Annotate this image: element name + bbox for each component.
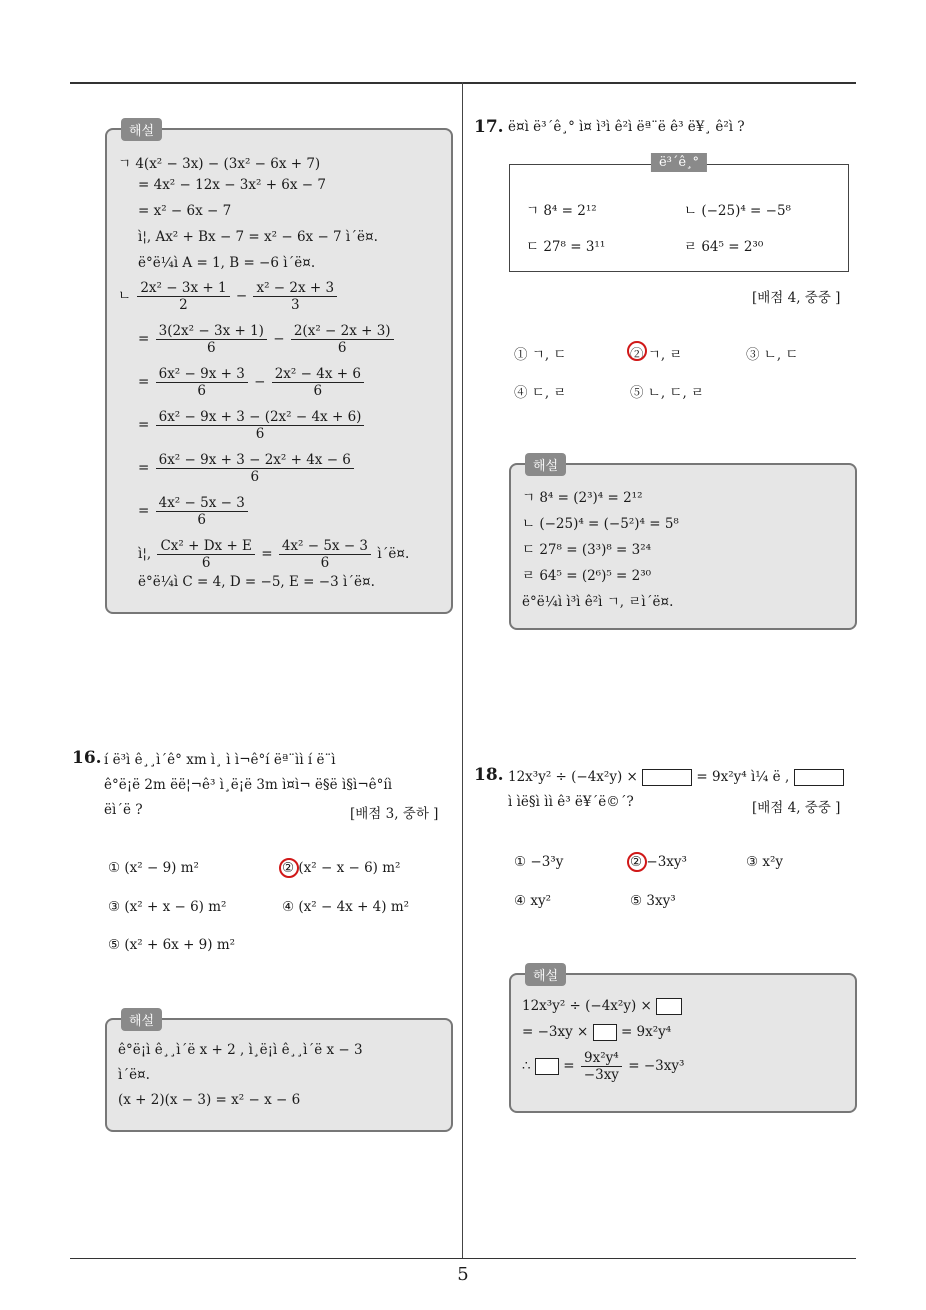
choice-1[interactable]: ① (x² − 9) m² bbox=[108, 860, 199, 876]
choice-5[interactable]: ⑤ ㄴ, ㄷ, ㄹ bbox=[630, 385, 705, 401]
bogi-item-1: ㄱ 8⁴ = 2¹² bbox=[526, 203, 597, 219]
fraction: $\frac{\text{Cx² + Dx + E}}{6}$ bbox=[157, 538, 254, 571]
sol15-frac-row-4: = $\frac{\text{6x² − 9x + 3 − (2x² − 4x + 6)}}{6}$ bbox=[138, 409, 366, 442]
choice-2[interactable]: ② −3xy³ bbox=[630, 854, 687, 870]
sol16-line-1: ê°ë¡ì ê¸¸ì´ë x + 2 , ì¸ë¡ì ê¸¸ì´ë x − 3 bbox=[118, 1042, 363, 1058]
fraction: $\frac{\text{6x² − 9x + 3}}{6}$ bbox=[156, 366, 248, 399]
sol18-line-3: ∴ = $\frac{\text{9x²y⁴}}{-3xy}$ = −3xy³ bbox=[522, 1050, 685, 1083]
fraction: $\frac{\text{2x² − 4x + 6}}{6}$ bbox=[272, 366, 364, 399]
sol15-frac-row-3: = $\frac{\text{6x² − 9x + 3}}{6}$ − $\frac{\text{2x² − 4x + 6}}{6}$ bbox=[138, 366, 366, 399]
choice-4[interactable]: ④ (x² − 4x + 4) m² bbox=[282, 899, 410, 915]
bogi-tag: ë³´ê¸° bbox=[651, 153, 707, 172]
column-divider bbox=[462, 82, 463, 1258]
page-number: 5 bbox=[457, 1264, 469, 1285]
question-18-text-2: ì ìë§ì ìì ê³ ë¥´ë©´? bbox=[508, 794, 634, 810]
sol16-line-3: (x + 2)(x − 3) = x² − x − 6 bbox=[118, 1092, 301, 1108]
question-16-text-3: ëì´ë ? bbox=[104, 802, 143, 818]
choice-2[interactable]: ② ㄱ, ㄹ bbox=[630, 347, 683, 363]
solution-tag: 해설 bbox=[525, 963, 566, 986]
solution-tag: 해설 bbox=[525, 453, 566, 476]
sol15-frac-row-1: ㄴ $\frac{\text{2x² − 3x + 1}}{2}$ − $\frac{\text{x² − 2x + 3}}{3}$ bbox=[118, 280, 339, 313]
sol15-line-last: ë°ë¼ì C = 4, D = −5, E = −3 ì´ë¤. bbox=[138, 574, 375, 590]
answer-circle-mark bbox=[279, 858, 299, 878]
sol15-line-4: ì¦, Ax² + Bx − 7 = x² − 6x − 7 ì´ë¤. bbox=[138, 229, 378, 245]
score-label: [배점 4, 중중 ] bbox=[752, 800, 841, 816]
bogi-item-3: ㄷ 27⁸ = 3¹¹ bbox=[526, 239, 606, 255]
solution-tag: 해설 bbox=[121, 118, 162, 141]
sol15-line-5: ë°ë¼ì A = 1, B = −6 ì´ë¤. bbox=[138, 255, 316, 271]
sol16-line-2: ì´ë¤. bbox=[118, 1067, 150, 1083]
question-number: 18. bbox=[474, 765, 504, 785]
fraction: $\frac{\text{6x² − 9x + 3 − (2x² − 4x + 6)}}{6}$ bbox=[156, 409, 365, 442]
answer-blank bbox=[656, 998, 682, 1015]
sol15-frac-row-2: = $\frac{\text{3(2x² − 3x + 1)}}{6}$ − $\frac{\text{2(x² − 2x + 3)}}{6}$ bbox=[138, 323, 396, 356]
fraction: $\frac{\text{2x² − 3x + 1}}{2}$ bbox=[137, 280, 229, 313]
solution-box-16 bbox=[105, 1014, 453, 1132]
fraction: $\frac{\text{4x² − 5x − 3}}{6}$ bbox=[156, 495, 248, 528]
choice-1[interactable]: ① ㄱ, ㄷ bbox=[514, 347, 567, 363]
answer-blank bbox=[642, 769, 692, 786]
answer-blank bbox=[593, 1024, 617, 1041]
sol18-line-2: = −3xy × = 9x²y⁴ bbox=[522, 1024, 672, 1040]
answer-circle-mark bbox=[627, 341, 647, 361]
answer-circle-mark bbox=[627, 852, 647, 872]
fraction: $\frac{\text{9x²y⁴}}{-3xy}$ bbox=[581, 1050, 622, 1083]
question-18-text-1: 12x³y² ÷ (−4x²y) × = 9x²y⁴ ì¼ ë , bbox=[508, 765, 844, 790]
question-number: 16. bbox=[72, 748, 102, 768]
choice-5[interactable]: ⑤ 3xy³ bbox=[630, 893, 676, 909]
sol17-line-1: ㄱ 8⁴ = (2³)⁴ = 2¹² bbox=[522, 490, 643, 506]
sol17-line-2: ㄴ (−25)⁴ = (−5²)⁴ = 5⁸ bbox=[522, 516, 679, 532]
fraction: $\frac{\text{6x² − 9x + 3 − 2x² + 4x − 6}}{6}$ bbox=[156, 452, 354, 485]
sol15-frac-row-5: = $\frac{\text{6x² − 9x + 3 − 2x² + 4x − 6}}{6}$ bbox=[138, 452, 356, 485]
bottom-rule bbox=[70, 1258, 856, 1259]
choice-4[interactable]: ④ ㄷ, ㄹ bbox=[514, 385, 567, 401]
question-16-text-1: í ë³ì ê¸¸ì´ê° xm ì¸ ì ì¬ê°í ëª¨ìì í ë¨ì bbox=[104, 752, 336, 768]
choice-3[interactable]: ③ (x² + x − 6) m² bbox=[108, 899, 227, 915]
answer-blank bbox=[535, 1058, 559, 1075]
fraction: $\frac{\text{3(2x² − 3x + 1)}}{6}$ bbox=[156, 323, 267, 356]
question-16-text-2: ê°ë¡ë 2m ëë¦¬ê³ ì¸ë¡ë 3m ì¤ì¬ ë§ë ì§ì¬ê°íì bbox=[104, 777, 393, 793]
sol17-line-5: ë°ë¼ì ì³ì ê²ì ㄱ, ㄹì´ë¤. bbox=[522, 594, 674, 610]
sol15-line-2: = 4x² − 12x − 3x² + 6x − 7 bbox=[138, 177, 326, 193]
choice-5[interactable]: ⑤ (x² + 6x + 9) m² bbox=[108, 937, 236, 953]
sol15-line-3: = x² − 6x − 7 bbox=[138, 203, 232, 219]
sol18-line-1: 12x³y² ÷ (−4x²y) × bbox=[522, 998, 682, 1015]
answer-blank bbox=[794, 769, 844, 786]
sol17-line-4: ㄹ 64⁵ = (2⁶)⁵ = 2³⁰ bbox=[522, 568, 652, 584]
fraction: $\frac{\text{2(x² − 2x + 3)}}{6}$ bbox=[291, 323, 394, 356]
top-rule bbox=[70, 82, 856, 84]
sol15-line-1: ㄱ 4(x² − 3x) − (3x² − 6x + 7) bbox=[118, 156, 321, 172]
sol15-frac-row-6: = $\frac{\text{4x² − 5x − 3}}{6}$ bbox=[138, 495, 250, 528]
solution-box-18 bbox=[509, 969, 857, 1113]
sol15-item-marker: ㄴ bbox=[118, 288, 132, 304]
choice-1[interactable]: ① −3³y bbox=[514, 854, 564, 870]
fraction: $\frac{\text{4x² − 5x − 3}}{6}$ bbox=[279, 538, 371, 571]
score-label: [배점 3, 중하 ] bbox=[350, 806, 439, 822]
choice-3[interactable]: ③ ㄴ, ㄷ bbox=[746, 347, 799, 363]
bogi-item-2: ㄴ (−25)⁴ = −5⁸ bbox=[684, 203, 791, 219]
choice-4[interactable]: ④ xy² bbox=[514, 893, 552, 909]
choice-3[interactable]: ③ x²y bbox=[746, 854, 784, 870]
question-17-text: ë¤ì ë³´ê¸° ì¤ ì³ì ê²ì ëª¨ë ê³ ë¥¸ ê²ì ? bbox=[508, 119, 745, 135]
score-label: [배점 4, 중중 ] bbox=[752, 290, 841, 306]
question-number: 17. bbox=[474, 117, 504, 137]
solution-tag: 해설 bbox=[121, 1008, 162, 1031]
sol15-frac-row-7: ì¦, $\frac{\text{Cx² + Dx + E}}{6}$ = $\frac{\text{4x² − 5x − 3}}{6}$ ì´ë¤. bbox=[138, 538, 410, 571]
bogi-item-4: ㄹ 64⁵ = 2³⁰ bbox=[684, 239, 764, 255]
choice-2[interactable]: ② (x² − x − 6) m² bbox=[282, 860, 401, 876]
fraction: $\frac{\text{x² − 2x + 3}}{3}$ bbox=[253, 280, 337, 313]
sol17-line-3: ㄷ 27⁸ = (3³)⁸ = 3²⁴ bbox=[522, 542, 652, 558]
